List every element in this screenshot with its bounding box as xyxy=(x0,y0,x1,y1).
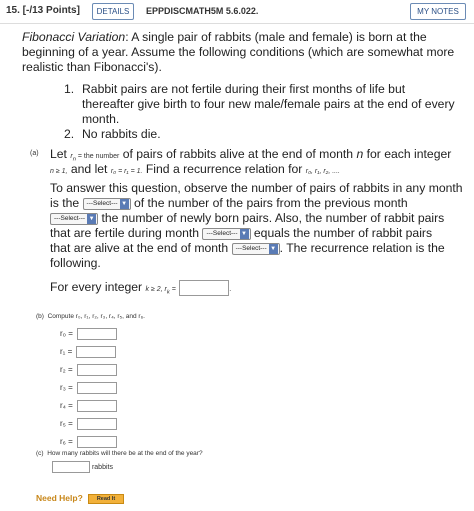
intro-line-1: Fibonacci Variation: A single pair of rabbits (male and female) is born at the xyxy=(22,30,427,44)
chevron-down-icon: ▼ xyxy=(241,230,247,237)
operation-select-1[interactable]: ---Select--- ▼ xyxy=(83,198,131,210)
details-button[interactable]: DETAILS xyxy=(92,3,134,20)
r2-input[interactable] xyxy=(77,364,117,376)
part-a-line-2: n ≥ 1, and let r₀ = r₁ = 1. Find a recurrence relation for r₀, r₁, r₂, .... xyxy=(50,162,341,176)
part-c-label: (c) How many rabbits will there be at the end of the year? xyxy=(36,450,203,457)
part-a-para-line-5: that are alive at the end of month ---Select--- ▼ . The recurrence relation is the xyxy=(50,241,445,255)
part-a-label: (a) xyxy=(30,150,39,157)
chevron-down-icon: ▼ xyxy=(270,245,277,252)
read-it-button[interactable]: Read It xyxy=(88,494,124,504)
question-header xyxy=(0,0,474,24)
question-id: EPPDISCMATH5M 5.6.022. xyxy=(146,6,259,16)
r3-row: r₃ = xyxy=(60,382,117,394)
part-b-label: (b) Compute r₀, r₁, r₂, r₃, r₄, r₅, and r₆. xyxy=(36,313,145,320)
intro-line-2: beginning of a year. Assume the following conditions (which are somewhat more xyxy=(22,45,455,59)
condition-1-number: 1. xyxy=(64,82,75,96)
part-a-para-line-1: To answer this question, observe the number of pairs of rabbits in any month xyxy=(50,181,463,195)
condition-1-line-3: month. xyxy=(82,112,120,126)
r6-row: r₆ = xyxy=(60,436,117,448)
month-select-1[interactable]: ---Select--- ▼ xyxy=(202,228,250,240)
condition-2-number: 2. xyxy=(64,127,75,141)
r5-input[interactable] xyxy=(77,418,117,430)
recurrence-line: For every integer k ≥ 2, $r_k$ = . xyxy=(50,280,232,296)
r2-row: r₂ = xyxy=(60,364,117,376)
part-a-para-line-2: is the ---Select--- ▼ of the number of the pairs from the previous month xyxy=(50,196,408,210)
r1-row: r₁ = xyxy=(60,346,116,358)
chevron-down-icon: ▼ xyxy=(121,200,128,207)
part-a-line-1: Let $r_n$ = the number of pairs of rabbits alive at the end of month n for each integer xyxy=(50,147,452,163)
condition-2-text: No rabbits die. xyxy=(82,127,161,141)
r4-row: r₄ = xyxy=(60,400,117,412)
intro-line-3: realistic than Fibonacci's). xyxy=(22,60,162,74)
month-select-2[interactable]: ---Select--- ▼ xyxy=(232,243,280,255)
rabbits-row: rabbits xyxy=(52,461,113,473)
r3-input[interactable] xyxy=(77,382,117,394)
r1-input[interactable] xyxy=(76,346,116,358)
r4-input[interactable] xyxy=(77,400,117,412)
question-number: 15. [-/13 Points] xyxy=(6,5,80,16)
r6-input[interactable] xyxy=(77,436,117,448)
my-notes-button[interactable]: MY NOTES xyxy=(410,3,466,20)
part-a-para-line-3: ---Select--- ▼ the number of newly born pairs. Also, the number of rabbit pairs xyxy=(50,211,444,226)
part-a-para-line-4: that are fertile during month ---Select--- ▼ equals the number of rabbit pairs xyxy=(50,226,433,240)
recurrence-input[interactable] xyxy=(179,280,229,296)
r5-row: r₅ = xyxy=(60,418,117,430)
condition-1-line-1: Rabbit pairs are not fertile during their first months of life but xyxy=(82,82,406,96)
part-a-para-line-6: following. xyxy=(50,256,101,270)
condition-1-line-2: thereafter give birth to four new male/female pairs at the end of every xyxy=(82,97,455,111)
operation-select-2[interactable]: ---Select--- ▼ xyxy=(50,213,98,225)
need-help-label: Need Help? xyxy=(36,493,83,503)
r0-row: r₀ = xyxy=(60,328,117,340)
chevron-down-icon: ▼ xyxy=(88,215,95,222)
r0-input[interactable] xyxy=(77,328,117,340)
rabbits-input[interactable] xyxy=(52,461,90,473)
